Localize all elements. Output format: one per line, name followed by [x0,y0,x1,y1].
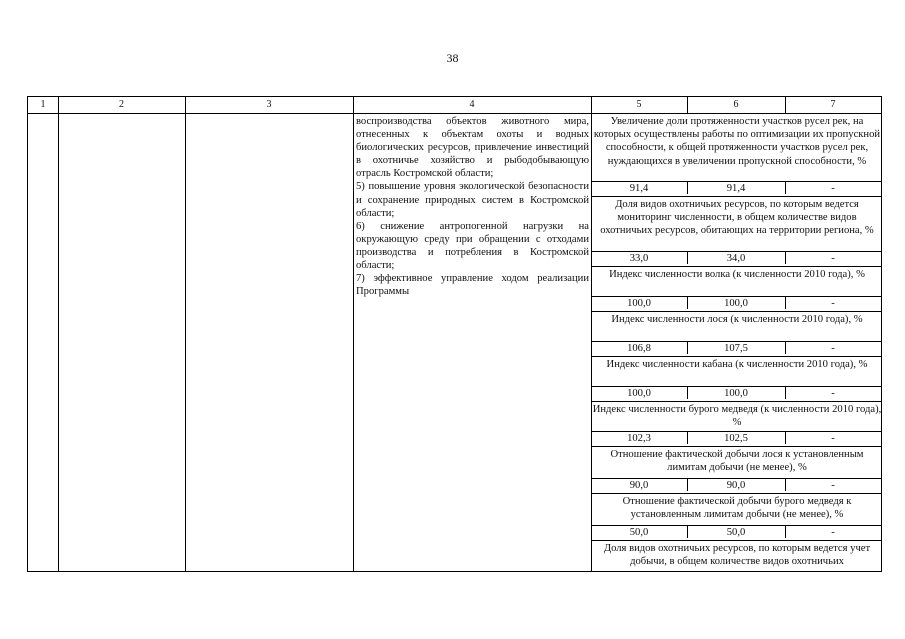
value-col7: - [831,343,835,354]
page-number: 38 [446,51,459,65]
indicator-text: Увеличение доли протяженности участков русел рек, на которых осуществлены работы по оптимизации их пропускной способности, к общей протяженности участков русел рек, нуждающихся в увеличении пропускной способности, % [593,116,881,167]
indicator-text: Индекс численности лося (к численности 2010 года), % [611,314,863,325]
value-col6: 91,4 [726,183,746,194]
header-col-5: 5 [636,99,642,110]
cell-divider [687,478,688,491]
value-col6: 100,0 [724,298,748,309]
header-col-3: 3 [266,99,272,110]
cell-divider [785,181,786,194]
cell-divider [687,341,688,354]
value-col7: - [831,388,835,399]
column-divider [58,97,59,571]
cell-divider [785,478,786,491]
cell-divider [687,251,688,264]
cell-divider [687,181,688,194]
indicator-text: Отношение фактической добычи бурого медведя к установленным лимитам добычи (не менее), % [622,496,852,521]
value-col5: 50,0 [629,527,649,538]
cell-divider [687,296,688,309]
value-col6: 50,0 [726,527,746,538]
value-col5: 33,0 [629,253,649,264]
value-col6: 107,5 [724,343,748,354]
row-divider [591,446,881,447]
row-divider [591,401,881,402]
value-col6: 34,0 [726,253,746,264]
column-divider [185,97,186,571]
indicator-text: Доля видов охотничьих ресурсов, по которым ведется учет добычи, в общем количестве видов охотничьих [603,543,871,568]
header-col-4: 4 [469,99,475,110]
value-col7: - [831,433,835,444]
indicators-table [27,96,882,572]
cell-divider [687,386,688,399]
row-divider [591,196,881,197]
task-paragraph: воспроизводства объектов животного мира, отнесенных к объектам охоты и водных биологических ресурсов, привлечение инвестиций в охотничье хозяйство и рыбодобывающую отрасль Костромской области; [356,116,589,180]
cell-divider [785,386,786,399]
row-divider [591,266,881,267]
header-col-7: 7 [830,99,836,110]
cell-divider [687,431,688,444]
value-col5: 106,8 [627,343,651,354]
row-divider [591,356,881,357]
value-col5: 90,0 [629,480,649,491]
value-col7: - [831,527,835,538]
row-divider [591,493,881,494]
row-divider [591,311,881,312]
cell-divider [687,525,688,538]
cell-divider [785,341,786,354]
header-col-2: 2 [119,99,124,110]
task-paragraph: 7) эффективное управление ходом реализации Программы [356,273,589,298]
column-divider [353,97,354,571]
indicator-text: Отношение фактической добычи лося к установленным лимитам добычи (не менее), % [610,449,864,474]
value-col5: 100,0 [627,298,651,309]
cell-divider [785,296,786,309]
header-col-1: 1 [40,99,46,110]
value-col5: 100,0 [627,388,651,399]
value-col6: 90,0 [726,480,746,491]
value-col5: 91,4 [629,183,649,194]
header-divider [28,113,881,114]
value-col6: 100,0 [724,388,748,399]
row-divider [591,540,881,541]
indicator-text: Индекс численности бурого медведя (к численности 2010 года), % [592,404,882,429]
value-col6: 102,5 [724,433,748,444]
indicator-text: Индекс численности кабана (к численности 2010 года), % [606,359,868,370]
value-col7: - [831,183,835,194]
value-col7: - [831,480,835,491]
value-col7: - [831,253,835,264]
value-col5: 102,3 [627,433,651,444]
indicator-text: Доля видов охотничьих ресурсов, по которым ведется мониторинг численности, в общем количестве видов охотничьих ресурсов, обитающих на территории региона, % [600,199,874,237]
value-col7: - [831,298,835,309]
cell-divider [785,251,786,264]
task-paragraph: 5) повышение уровня экологической безопасности и сохранение природных систем в Костромской области; [356,181,589,219]
header-col-6: 6 [733,99,739,110]
program-tasks-text [356,115,589,298]
indicator-text: Индекс численности волка (к численности 2010 года), % [609,269,865,280]
task-paragraph: 6) снижение антропогенной нагрузки на окружающую среду при обращении с отходами производства и потребления в Костромской области; [356,220,589,272]
cell-divider [785,431,786,444]
cell-divider [785,525,786,538]
